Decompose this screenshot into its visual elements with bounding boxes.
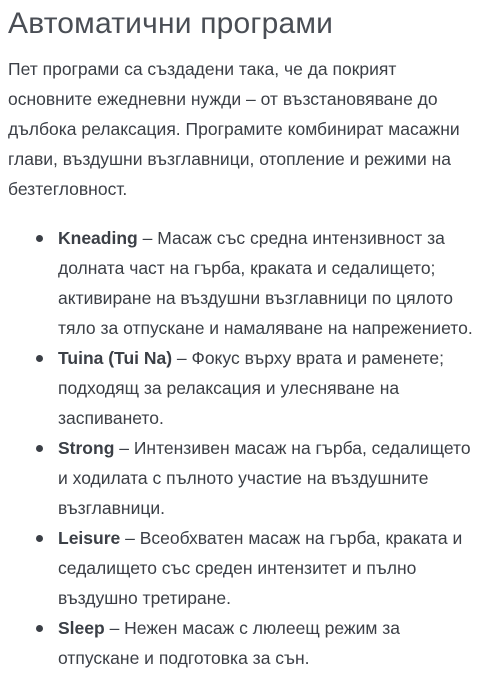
bullet-icon [36,235,43,242]
bullet-icon [36,625,43,632]
program-name: Sleep [58,618,105,638]
program-description: – Масаж със средна интензивност за долната част на гърба, краката и седалището; активиране на въздушни възглавници по цялото тяло за отпускане и намаляване на напрежението. [58,228,473,338]
bullet-icon [36,445,43,452]
program-name: Leisure [58,528,121,548]
page-title: Автоматични програми [8,7,334,40]
program-description: – Нежен масаж с люлеещ режим за отпускане и подготовка за сън. [58,618,401,668]
program-description: – Всеобхватен масаж на гърба, краката и седалището със среден интензитет и пълно въздушно третиране. [58,528,463,608]
intro-paragraph: Пет програми са създадени така, че да покрият основните ежедневни нужди – от възстановяване до дълбока релаксация. Програмите комбинират масажни глави, въздушни възглавници, отопление и режими на безтегловност. [8,59,460,199]
list-item [58,613,484,673]
program-list [8,223,484,673]
list-item [58,433,484,523]
program-name: Tuina (Tui Na) [58,348,173,368]
program-description: – Интензивен масаж на гърба, седалището и ходилата с пълното участие на въздушните възглавници. [58,438,471,518]
program-name: Kneading [58,228,138,248]
list-item [58,523,484,613]
bullet-icon [36,535,43,542]
program-description: – Фокус върху врата и раменете; подходящ за релаксация и улесняване на заспиването. [58,348,445,428]
list-item [58,343,484,433]
list-item [58,223,484,343]
program-name: Strong [58,438,115,458]
bullet-icon [36,355,43,362]
